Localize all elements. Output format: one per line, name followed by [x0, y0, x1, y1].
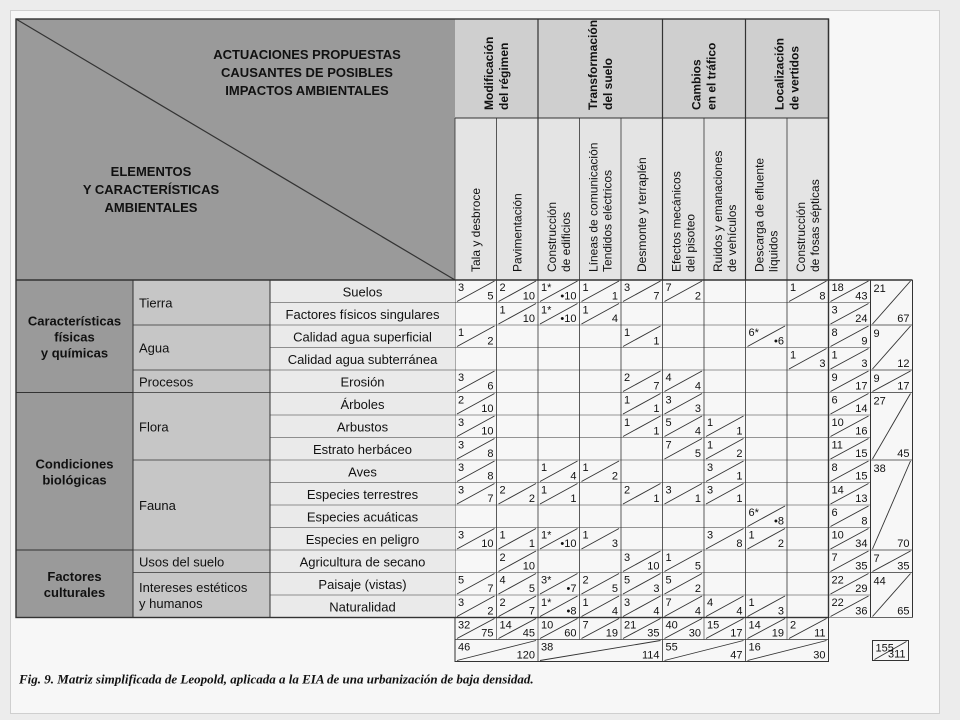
matrix-cell-magnitude: 1: [707, 439, 714, 452]
column-header: [545, 202, 573, 272]
row-total-magnitude: 8: [831, 462, 838, 474]
matrix-cell-magnitude: 3: [458, 282, 465, 294]
subcategory-label: Procesos: [139, 374, 194, 390]
row-label: Suelos: [342, 284, 383, 300]
column-header-text: de fosas sépticas: [807, 179, 822, 272]
row-label: Calidad agua subterránea: [287, 351, 438, 367]
matrix-cell-importance: 4: [736, 605, 743, 618]
matrix-cell-importance: 8: [819, 290, 826, 303]
matrix-cell-magnitude: 7: [665, 597, 672, 609]
matrix-cell-magnitude: 3: [458, 529, 465, 542]
matrix-cell-importance: 3: [611, 538, 618, 550]
column-header-text: Descarga de efluente: [752, 157, 767, 272]
matrix-cell-magnitude: 3: [624, 282, 631, 294]
matrix-cell-magnitude: 1: [624, 417, 631, 429]
matrix-cell-magnitude: 3: [624, 597, 631, 609]
row-label: Especies terrestres: [306, 486, 419, 502]
leopold-matrix: [11, 11, 939, 713]
matrix-cell-magnitude: 6*: [748, 327, 759, 339]
subcategory-label: Usos del suelo: [139, 554, 225, 570]
matrix-cell-magnitude: 1: [541, 484, 548, 497]
matrix-cell-importance: 1: [694, 493, 701, 505]
matrix-cell-importance: 3: [819, 358, 826, 370]
group-total-importance: 17: [897, 380, 910, 393]
column-header-text: de vehículos: [724, 204, 739, 272]
row-label: Arbustos: [336, 419, 389, 435]
row-label: Aves: [348, 464, 377, 480]
group-total-magnitude: 7: [873, 553, 880, 565]
row-total-magnitude: 7: [831, 552, 838, 564]
matrix-cell-magnitude: 1: [748, 529, 755, 542]
group-total-importance: 67: [897, 313, 910, 325]
corner-top-text: IMPACTOS AMBIENTALES: [225, 83, 389, 98]
matrix-cell-importance: •10: [560, 538, 577, 550]
row-total-importance: 36: [855, 605, 868, 618]
matrix-cell-importance: 5: [694, 560, 701, 573]
matrix-cell-importance: 1: [736, 470, 743, 483]
row-total-magnitude: 8: [831, 327, 838, 339]
matrix-cell-magnitude: 5: [665, 417, 672, 429]
matrix-cell-magnitude: 2: [499, 282, 506, 294]
column-total-magnitude: 21: [624, 619, 637, 632]
matrix-cell-importance: 7: [487, 583, 494, 595]
column-total-importance: 11: [814, 627, 826, 640]
row-total-importance: 8: [861, 515, 868, 528]
matrix-cell-importance: 1: [611, 290, 618, 303]
matrix-cell-importance: 1: [653, 493, 660, 505]
matrix-cell-magnitude: 5: [665, 574, 672, 587]
group-total-magnitude: 21: [873, 283, 886, 295]
column-total-magnitude: 2: [790, 619, 797, 632]
group-header-text: Localización: [772, 37, 787, 110]
column-total-magnitude: 14: [499, 619, 512, 632]
column-total-magnitude: 15: [707, 619, 720, 632]
matrix-cell-importance: 8: [487, 448, 494, 460]
row-total-magnitude: 6: [831, 507, 838, 519]
column-header: [469, 188, 483, 272]
matrix-cell-importance: 10: [522, 313, 535, 325]
column-header-text: Construcción: [544, 201, 559, 272]
figure-panel: [10, 10, 940, 714]
matrix-cell-importance: 3: [777, 605, 784, 618]
row-total-magnitude: 10: [831, 529, 844, 542]
group-total-importance: 65: [897, 605, 910, 618]
category-label: físicas: [54, 329, 95, 345]
matrix-cell-importance: •10: [560, 290, 577, 303]
matrix-cell-magnitude: 3: [458, 439, 465, 452]
matrix-cell-importance: 6: [487, 380, 494, 393]
row-total-magnitude: 6: [831, 394, 838, 407]
grand-total-magnitude: 155: [875, 642, 894, 655]
corner-bottom-text: Y CARACTERÍSTICAS: [82, 182, 220, 197]
row-total-magnitude: 1: [831, 349, 838, 362]
matrix-cell-importance: 1: [736, 425, 743, 438]
category-label: y químicas: [40, 345, 109, 361]
row-label: Naturalidad: [329, 599, 396, 615]
matrix-cell-importance: 7: [653, 380, 660, 393]
group-total-magnitude: 44: [873, 575, 886, 588]
column-header-text: Pavimentación: [510, 193, 525, 272]
category-label: Características: [27, 313, 122, 329]
grouped-column-total-magnitude: 46: [458, 641, 471, 654]
matrix-cell-magnitude: 3*: [541, 574, 552, 587]
matrix-cell-magnitude: 3: [458, 462, 465, 474]
row-total-magnitude: 3: [831, 304, 838, 317]
row-total-magnitude: 11: [831, 439, 843, 452]
matrix-cell-magnitude: 1: [665, 552, 672, 564]
grouped-column-total-importance: 114: [641, 649, 660, 662]
matrix-cell-magnitude: 3: [665, 484, 672, 497]
matrix-cell-magnitude: 2: [624, 484, 631, 497]
matrix-cell-magnitude: 1: [624, 394, 631, 407]
column-total-magnitude: 32: [458, 619, 471, 632]
column-header-text: Ruidos y emanaciones: [710, 150, 725, 272]
matrix-cell-magnitude: 3: [707, 462, 714, 474]
matrix-cell-importance: 2: [694, 290, 701, 303]
matrix-cell-importance: •8: [566, 605, 577, 618]
row-total-importance: 35: [855, 560, 868, 573]
matrix-cell-magnitude: 1: [790, 282, 797, 294]
matrix-cell-magnitude: 3: [458, 597, 465, 609]
matrix-cell-importance: 5: [611, 583, 618, 595]
group-header-text: del suelo: [600, 57, 615, 110]
row-total-magnitude: 22: [831, 597, 844, 609]
corner-bottom-text: AMBIENTALES: [104, 200, 198, 215]
matrix-cell-importance: 5: [487, 290, 494, 303]
grouped-column-total-magnitude: 55: [665, 641, 678, 654]
corner-top-text: ACTUACIONES PROPUESTAS: [213, 47, 401, 62]
grouped-column-total-importance: 120: [516, 649, 535, 662]
matrix-cell-magnitude: 3: [458, 417, 465, 429]
column-total-magnitude: 40: [665, 619, 678, 632]
subcategory-label: Fauna: [139, 498, 176, 513]
group-header-text: Cambios: [689, 59, 704, 110]
column-total-importance: 35: [647, 627, 660, 640]
row-total-magnitude: 10: [831, 417, 844, 429]
group-header-text: Modificación: [482, 36, 496, 110]
matrix-cell-magnitude: 3: [665, 394, 672, 407]
matrix-cell-importance: 10: [481, 538, 494, 550]
subcategory-label: Intereses estéticos: [139, 580, 248, 595]
matrix-cell-magnitude: 1: [624, 327, 631, 339]
column-total-magnitude: 14: [748, 619, 761, 632]
column-total-importance: 30: [688, 627, 701, 640]
matrix-cell-importance: 2: [487, 605, 494, 618]
matrix-cell-importance: 2: [694, 583, 701, 595]
subcategory-label: y humanos: [139, 596, 203, 611]
corner-top-text: CAUSANTES DE POSIBLES: [221, 65, 393, 80]
group-header-text: del régimen: [497, 42, 511, 110]
column-header-text: líquidos: [766, 230, 781, 272]
matrix-cell-magnitude: 1: [499, 529, 506, 542]
column-header: [510, 193, 524, 272]
subcategory-label: Agua: [139, 340, 170, 356]
matrix-cell-magnitude: 1: [458, 327, 465, 339]
group-header-text: en el tráfico: [704, 42, 719, 110]
matrix-cell-magnitude: 1: [582, 597, 589, 609]
group-header: [482, 37, 511, 110]
grouped-column-total-magnitude: 38: [541, 641, 554, 654]
column-header-text: del pisoteo: [683, 213, 698, 272]
matrix-cell-magnitude: 2: [499, 552, 506, 564]
column-total-importance: 45: [522, 627, 535, 640]
matrix-cell-importance: 7: [528, 605, 535, 618]
matrix-cell-importance: •6: [774, 335, 784, 348]
matrix-cell-magnitude: 3: [458, 484, 465, 497]
group-header: [773, 38, 802, 110]
group-header-text: de vertidos: [787, 45, 802, 110]
row-total-importance: 15: [855, 448, 868, 460]
matrix-cell-magnitude: 6*: [748, 507, 759, 519]
group-total-magnitude: 27: [873, 395, 886, 408]
matrix-cell-importance: 4: [653, 605, 660, 618]
matrix-cell-importance: 1: [653, 403, 660, 415]
matrix-cell-magnitude: 2: [499, 484, 506, 497]
column-total-importance: 75: [481, 627, 494, 640]
group-header-text: Transformación: [585, 19, 600, 110]
matrix-cell-importance: 1: [653, 335, 660, 348]
matrix-cell-importance: 2: [611, 470, 618, 483]
matrix-cell-magnitude: 1: [582, 282, 589, 294]
group-total-importance: 45: [897, 448, 910, 460]
row-total-importance: 24: [855, 313, 868, 325]
grouped-column-total-importance: 47: [730, 649, 743, 662]
matrix-cell-magnitude: 1*: [541, 529, 552, 542]
row-total-importance: 29: [855, 583, 868, 595]
group-total-importance: 12: [897, 358, 910, 370]
category-label: Factores: [47, 568, 102, 584]
matrix-cell-importance: 1: [570, 493, 577, 505]
row-total-magnitude: 22: [831, 574, 844, 587]
matrix-cell-magnitude: 3: [458, 372, 465, 384]
matrix-cell-magnitude: 7: [665, 439, 672, 452]
matrix-cell-importance: •7: [566, 583, 577, 595]
row-total-importance: 13: [855, 493, 868, 505]
row-label: Erosión: [340, 374, 385, 390]
matrix-cell-magnitude: 4: [499, 574, 506, 587]
group-total-magnitude: 38: [873, 463, 886, 475]
matrix-cell-importance: •8: [774, 515, 784, 528]
grand-total-importance: 311: [887, 648, 906, 661]
row-label: Estrato herbáceo: [312, 441, 413, 457]
matrix-cell-importance: 10: [481, 425, 494, 438]
column-header: [635, 157, 649, 272]
matrix-cell-magnitude: 1*: [541, 282, 552, 294]
matrix-cell-importance: 7: [487, 493, 494, 505]
column-total-importance: 60: [564, 627, 577, 640]
subcategory-label: Tierra: [139, 295, 173, 311]
matrix-cell-magnitude: 1*: [541, 304, 552, 317]
row-total-importance: 34: [855, 538, 868, 550]
matrix-cell-magnitude: 1: [499, 304, 506, 317]
row-total-importance: 9: [861, 335, 868, 348]
column-header-text: Tala y desbroce: [468, 187, 483, 272]
column-header-text: Líneas de comunicación: [586, 142, 601, 272]
grouped-column-total-magnitude: 16: [748, 641, 761, 654]
row-total-importance: 43: [855, 290, 868, 303]
matrix-cell-importance: 1: [653, 425, 660, 438]
column-header-text: Efectos mecánicos: [669, 171, 684, 272]
matrix-cell-importance: 2: [777, 538, 784, 550]
row-total-magnitude: 9: [831, 372, 838, 384]
matrix-cell-magnitude: 3: [624, 552, 631, 564]
matrix-cell-magnitude: 1: [582, 304, 589, 317]
row-label: Calidad agua superficial: [293, 329, 432, 345]
matrix-cell-importance: 2: [528, 493, 535, 505]
matrix-cell-importance: 4: [570, 470, 577, 483]
row-total-importance: 3: [861, 358, 868, 370]
matrix-cell-importance: 4: [694, 425, 701, 438]
matrix-cell-importance: 8: [736, 538, 743, 550]
matrix-cell-importance: 2: [487, 335, 494, 348]
matrix-cell-importance: 5: [528, 583, 535, 595]
row-total-magnitude: 18: [831, 282, 844, 294]
row-label: Especies en peligro: [305, 531, 420, 547]
matrix-cell-importance: 5: [694, 448, 701, 460]
row-total-importance: 15: [855, 470, 868, 483]
matrix-cell-importance: 4: [694, 605, 701, 618]
matrix-cell-magnitude: 1: [748, 597, 755, 609]
row-label: Paisaje (vistas): [318, 576, 407, 592]
column-header-text: Desmonte y terraplén: [634, 157, 649, 272]
column-total-importance: 19: [605, 627, 618, 640]
matrix-cell-magnitude: 3: [707, 529, 714, 542]
matrix-cell-importance: 10: [481, 403, 494, 415]
matrix-cell-magnitude: 1*: [541, 597, 552, 609]
matrix-cell-importance: 8: [487, 470, 494, 483]
matrix-cell-importance: 7: [653, 290, 660, 303]
matrix-cell-magnitude: 2: [499, 597, 506, 609]
group-total-importance: 70: [897, 538, 910, 550]
group-total-magnitude: 9: [873, 373, 880, 385]
matrix-cell-magnitude: 1: [582, 462, 589, 474]
row-total-importance: 17: [855, 380, 868, 393]
matrix-cell-magnitude: 2: [624, 372, 631, 384]
row-total-magnitude: 14: [831, 484, 844, 497]
grouped-column-total-importance: 30: [813, 649, 826, 662]
matrix-cell-magnitude: 4: [665, 372, 672, 384]
matrix-cell-importance: •10: [560, 313, 577, 325]
row-total-importance: 14: [855, 403, 868, 415]
matrix-cell-importance: 4: [611, 605, 618, 618]
matrix-cell-importance: 2: [736, 448, 743, 460]
corner-bottom-text: ELEMENTOS: [110, 164, 192, 179]
matrix-cell-importance: 4: [611, 313, 618, 325]
column-header-text: de edificios: [558, 211, 573, 272]
matrix-cell-importance: 3: [653, 583, 660, 595]
matrix-cell-magnitude: 1: [582, 529, 589, 542]
matrix-cell-magnitude: 7: [665, 282, 672, 294]
row-total-importance: 16: [855, 425, 868, 438]
column-total-importance: 17: [730, 627, 743, 640]
matrix-cell-importance: 10: [522, 560, 535, 573]
row-label: Factores físicos singulares: [285, 306, 440, 322]
category-label: biológicas: [42, 472, 107, 488]
column-total-magnitude: 7: [582, 619, 589, 632]
matrix-cell-magnitude: 4: [707, 597, 714, 609]
matrix-cell-magnitude: 1: [790, 349, 797, 362]
matrix-cell-importance: 3: [694, 403, 701, 415]
row-label: Árboles: [340, 396, 385, 412]
category-label: Condiciones: [35, 456, 114, 472]
row-label: Especies acuáticas: [306, 509, 419, 525]
matrix-cell-magnitude: 2: [458, 394, 465, 407]
matrix-cell-magnitude: 1: [707, 417, 714, 429]
row-label: Agricultura de secano: [299, 554, 426, 570]
matrix-cell-importance: 10: [522, 290, 535, 303]
matrix-cell-importance: 1: [736, 493, 743, 505]
column-header-text: Construcción: [793, 201, 808, 272]
matrix-cell-magnitude: 5: [624, 574, 631, 587]
matrix-cell-magnitude: 5: [458, 574, 465, 587]
matrix-cell-magnitude: 1: [541, 462, 548, 474]
matrix-cell-magnitude: 2: [582, 574, 589, 587]
group-total-magnitude: 9: [873, 328, 880, 340]
group-total-importance: 35: [897, 560, 910, 573]
figure-caption: Fig. 9. Matriz simplificada de Leopold, aplicada a la EIA de una urbanización de baja densidad.: [19, 671, 534, 687]
subcategory-label: Flora: [139, 419, 169, 435]
matrix-cell-importance: 10: [647, 560, 660, 573]
column-header-text: Tendidos eléctricos: [600, 169, 615, 272]
matrix-cell-magnitude: 3: [707, 484, 714, 497]
matrix-cell-importance: 1: [528, 538, 535, 550]
column-total-magnitude: 10: [541, 619, 554, 632]
matrix-cell-importance: 4: [694, 380, 701, 393]
category-label: culturales: [43, 584, 106, 600]
column-total-importance: 19: [771, 627, 784, 640]
